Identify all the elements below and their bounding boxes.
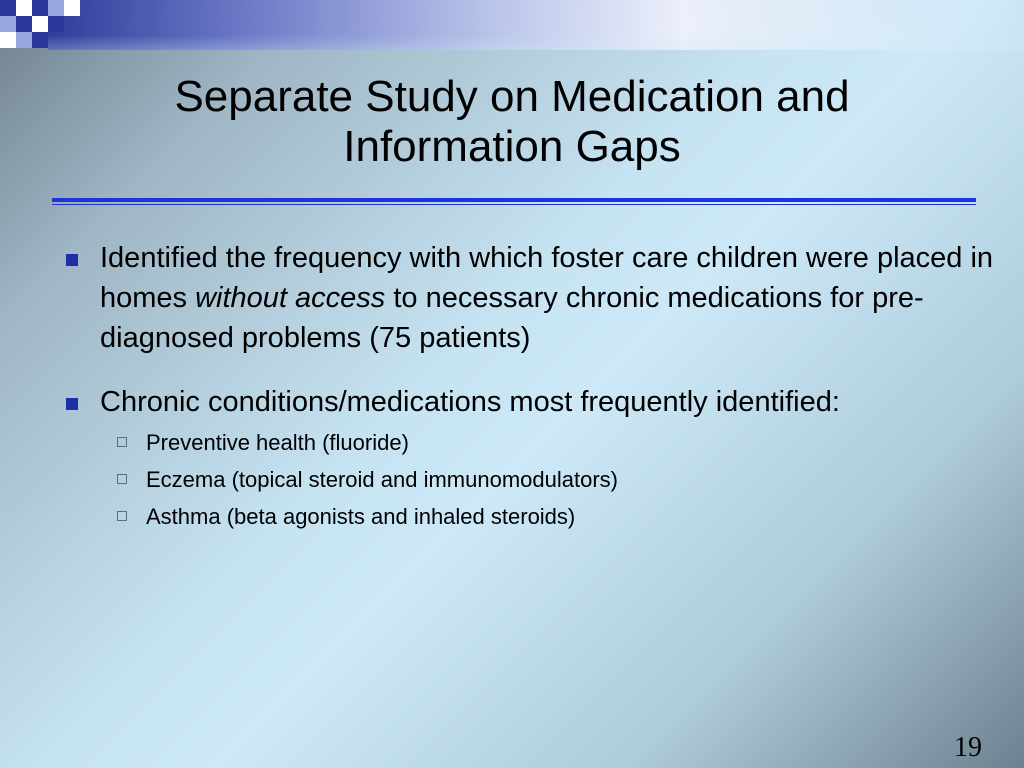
sub-bullet-text: Eczema (topical steroid and immunomodulators) [146, 467, 618, 492]
page-number: 19 [954, 732, 982, 763]
bullet-item [60, 238, 1000, 358]
slide-body [60, 238, 1000, 535]
bullet-item [60, 382, 1000, 422]
deco-square [0, 16, 16, 32]
top-banner-fade [48, 0, 1024, 50]
deco-square [16, 32, 32, 48]
slide-title-line-1: Separate Study on Medication and [174, 72, 850, 121]
hollow-square-bullet-icon [117, 474, 127, 484]
deco-square [48, 16, 64, 32]
title-divider-thin [52, 204, 976, 205]
deco-square [0, 32, 16, 48]
checker-squares-decoration [0, 0, 80, 50]
deco-square [32, 16, 48, 32]
bullet-text-emphasis: without access [195, 282, 386, 314]
sub-bullet-text: Preventive health (fluoride) [146, 430, 409, 455]
deco-square [16, 16, 32, 32]
sub-bullet-list [60, 424, 1000, 535]
hollow-square-bullet-icon [117, 511, 127, 521]
deco-square [64, 0, 80, 16]
sub-bullet-item [60, 461, 1000, 498]
bullet-text-start: Identified the frequency with which foster care children were placed in homes [100, 242, 994, 314]
slide-title [60, 72, 964, 172]
deco-square [32, 0, 48, 16]
bullet-text: Chronic conditions/medications most frequently identified: [100, 386, 840, 418]
deco-square [0, 0, 16, 16]
deco-square [16, 0, 32, 16]
slide-title-line-2: Information Gaps [343, 122, 681, 171]
sub-bullet-item [60, 424, 1000, 461]
deco-square [32, 32, 48, 48]
deco-square [48, 0, 64, 16]
sub-bullet-item [60, 498, 1000, 535]
sub-bullet-text: Asthma (beta agonists and inhaled steroids) [146, 504, 576, 529]
filled-square-bullet-icon [66, 254, 78, 266]
filled-square-bullet-icon [66, 398, 78, 410]
title-divider-thick [52, 198, 976, 202]
bullet-text-end: to necessary chronic medications for pre-diagnosed problems (75 patients) [100, 282, 924, 354]
hollow-square-bullet-icon [117, 437, 127, 447]
